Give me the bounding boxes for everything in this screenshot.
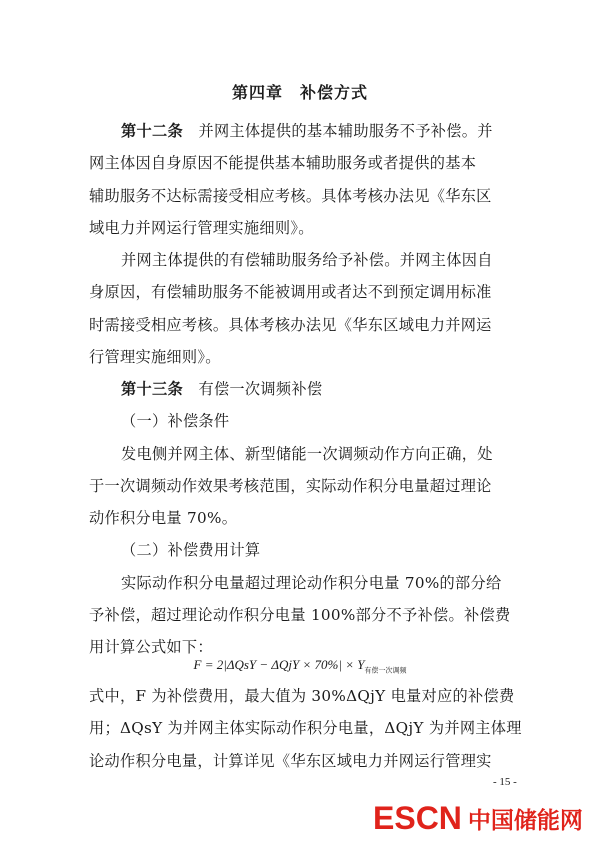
paid-services-paragraph — [89, 244, 519, 373]
paragraph-line: 实际动作积分电量超过理论动作积分电量 70%的部分给 — [121, 573, 502, 592]
article-13 — [89, 373, 519, 664]
compensation-formula — [0, 655, 600, 681]
section-heading: （二）补偿费用计算 — [121, 541, 261, 560]
escn-logo — [373, 796, 583, 840]
section-heading: （一）补偿条件 — [121, 412, 230, 431]
paragraph-line: 式中，F 为补偿费用，最大值为 30%ΔQjY 电量对应的补偿费 — [89, 687, 515, 705]
article-12 — [89, 115, 519, 244]
paragraph-line: 用计算公式如下： — [89, 638, 213, 657]
paragraph-line: 发电侧并网主体、新型储能一次调频动作方向正确，处 — [121, 444, 493, 463]
logo-latin-text: ESCN — [373, 799, 462, 836]
paragraph-line: 于一次调频动作效果考核范围，实际动作积分电量超过理论 — [89, 476, 492, 495]
paragraph-line: 动作积分电量 70%。 — [89, 509, 238, 528]
chapter-title: 第四章 补偿方式 — [231, 83, 368, 102]
formula-main: F = 2|ΔQsY − ΔQjY × 70%| × Y — [193, 657, 365, 672]
article-heading: 第十二条 — [121, 122, 183, 140]
paragraph-line — [89, 373, 519, 405]
paragraph-line: 域电力并网运行管理实施细则》。 — [89, 218, 314, 237]
formula-subscript: 有偿一次调频 — [364, 666, 407, 675]
page-number: - 15 - — [493, 776, 517, 788]
paragraph-line: 行管理实施细则》。 — [89, 347, 221, 366]
paragraph-line: 予补偿，超过理论动作积分电量 100%部分不予补偿。补偿费 — [89, 606, 511, 625]
formula-explanation — [89, 680, 522, 777]
paragraph-line: 辅助服务不达标需接受相应考核。具体考核办法见《华东区 — [89, 186, 492, 205]
paragraph-text: 并网主体提供的基本辅助服务不予补偿。并 — [198, 122, 493, 140]
paragraph-line: 论动作积分电量，计算详见《华东区域电力并网运行管理实 — [89, 751, 492, 770]
paragraph-line: 身原因，有偿辅助服务不能被调用或者达不到预定调用标准 — [89, 283, 492, 302]
paragraph-line: 网主体因自身原因不能提供基本辅助服务或者提供的基本 — [89, 154, 477, 173]
paragraph-line: 并网主体提供的有偿辅助服务给予补偿。并网主体因自 — [121, 251, 493, 269]
article-title: 有偿一次调频补偿 — [198, 380, 323, 398]
paragraph-line — [89, 115, 519, 147]
logo-cn-text: 中国储能网 — [467, 807, 583, 834]
paragraph-line: 时需接受相应考核。具体考核办法见《华东区域电力并网运 — [89, 315, 492, 334]
paragraph-line: 用；ΔQsY 为并网主体实际动作积分电量，ΔQjY 为并网主体理 — [89, 719, 522, 738]
article-heading: 第十三条 — [121, 380, 183, 398]
